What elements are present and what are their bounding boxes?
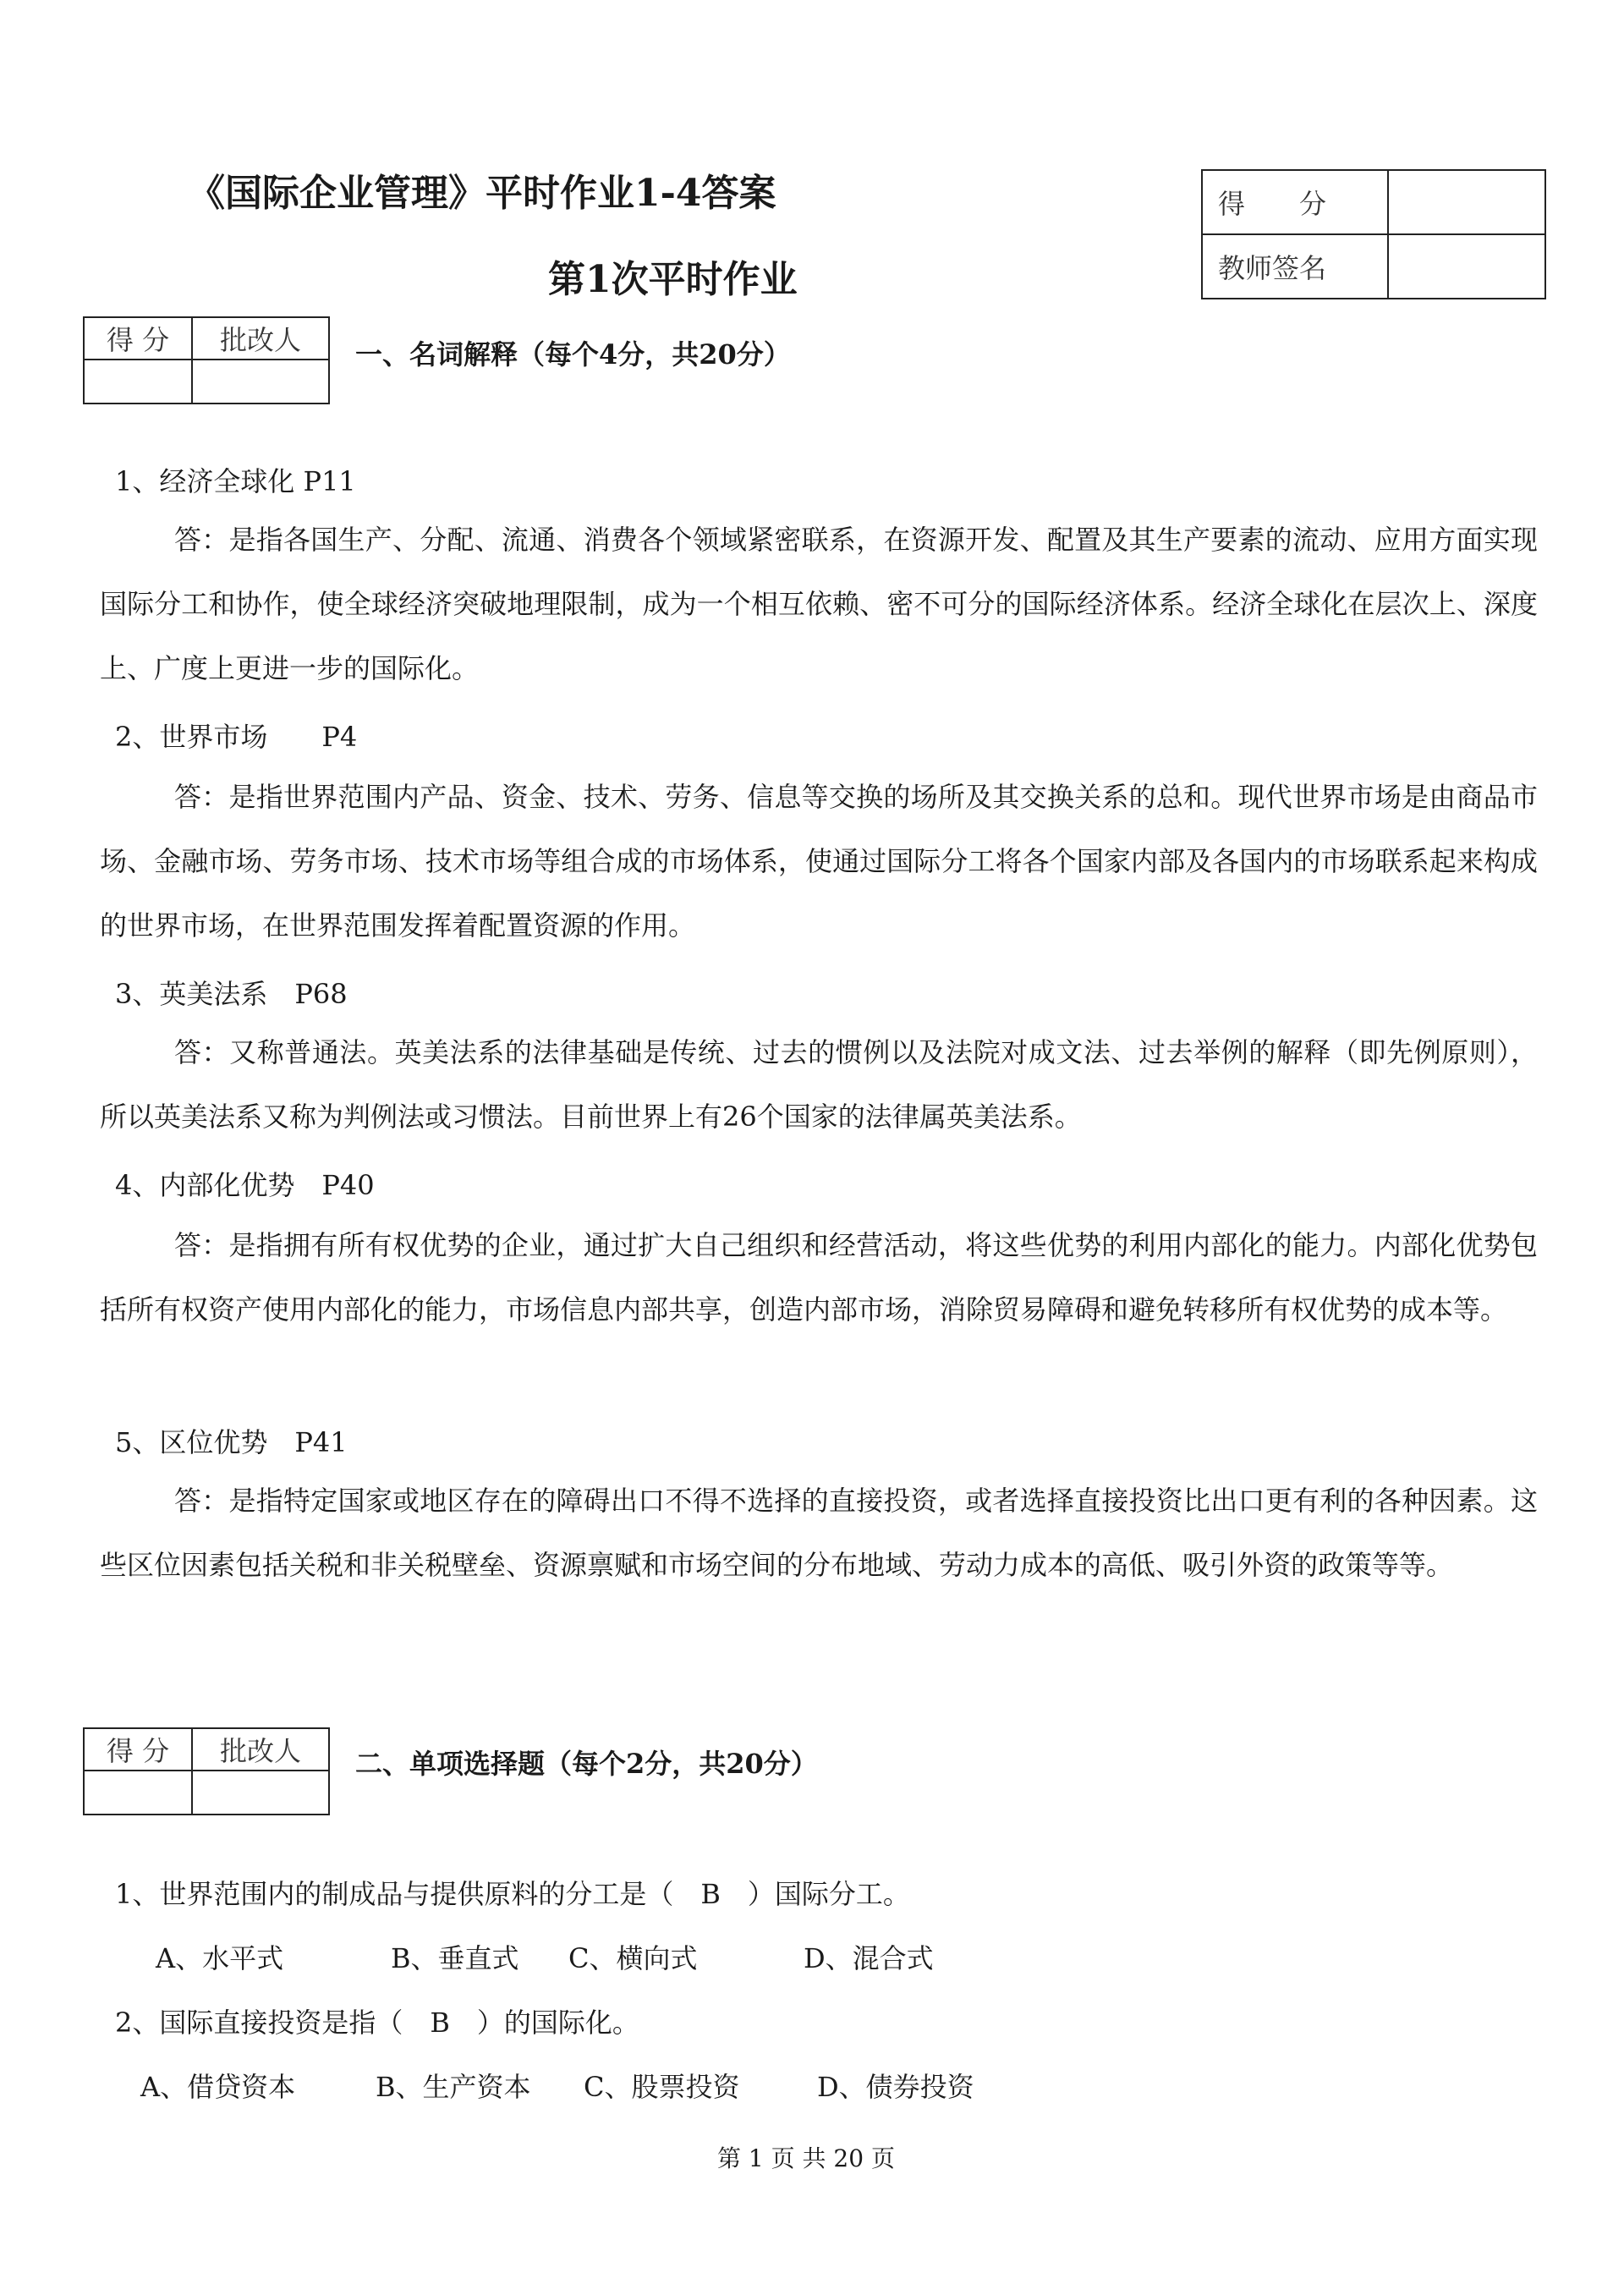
teacher-signature-cell [1388, 234, 1545, 299]
option-d: D、债券投资 [817, 2071, 974, 2103]
grader-score-label: 得 分 [84, 317, 192, 360]
option-b: B、垂直式 [391, 1942, 519, 1974]
page-footer: 第 1 页 共 20 页 [717, 2144, 895, 2172]
option-c: C、横向式 [568, 1942, 698, 1974]
term-4: 4、内部化优势 P40 [115, 1169, 375, 1201]
term-3: 3、英美法系 P68 [115, 978, 348, 1010]
grader-box-2 [83, 1727, 330, 1815]
answer-4: 答：是指拥有所有权优势的企业，通过扩大自己组织和经营活动，将这些优势的利用内部化的能力。内部化优势包括所有权资产使用内部化的能力，市场信息内部共享，创造内部市场，消除贸易障碍和避免转移所有权优势的成本等。 [100, 1229, 1538, 1326]
score-cell [1388, 170, 1545, 234]
answer-1: 答：是指各国生产、分配、流通、消费各个领域紧密联系，在资源开发、配置及其生产要素的流动、应用方面实现国际分工和协作，使全球经济突破地理限制，成为一个相互依赖、密不可分的国际经济体系。经济全球化在层次上、深度上、广度上更进一步的国际化。 [100, 524, 1538, 684]
section-1-heading: 一、名词解释（每个4分，共20分） [355, 338, 791, 371]
question-1: 1、世界范围内的制成品与提供原料的分工是（ B ）国际分工。 [115, 1878, 910, 1910]
grader-score-cell [84, 360, 192, 404]
term-1: 1、经济全球化 P11 [115, 465, 356, 497]
option-b: B、生产资本 [376, 2071, 531, 2103]
grader-score-label: 得 分 [84, 1728, 192, 1771]
answer-3: 答：又称普通法。英美法系的法律基础是传统、过去的惯例以及法院对成文法、过去举例的解释（即先例原则），所以英美法系又称为判例法或习惯法。目前世界上有26个国家的法律属英美法系。 [100, 1036, 1538, 1133]
answer-2: 答：是指世界范围内产品、资金、技术、劳务、信息等交换的场所及其交换关系的总和。现代世界市场是由商品市场、金融市场、劳务市场、技术市场等组合成的市场体系，使通过国际分工将各个国家内部及各国内的市场联系起来构成的世界市场，在世界范围发挥着配置资源的作用。 [100, 781, 1538, 942]
question-2-options [0, 2066, 1624, 2103]
question-2: 2、国际直接投资是指（ B ）的国际化。 [115, 2007, 639, 2039]
option-a: A、借贷资本 [140, 2071, 296, 2103]
option-c: C、股票投资 [584, 2071, 740, 2103]
term-5: 5、区位优势 P41 [115, 1426, 348, 1458]
score-table [1201, 169, 1546, 299]
grader-score-cell [84, 1771, 192, 1815]
question-1-options [0, 1937, 1624, 1974]
answer-5: 答：是指特定国家或地区存在的障碍出口不得不选择的直接投资，或者选择直接投资比出口更有利的各种因素。这些区位因素包括关税和非关税壁垒、资源禀赋和市场空间的分布地域、劳动力成本的高低、吸引外资的政策等等。 [100, 1485, 1538, 1581]
grader-box-1 [83, 316, 330, 404]
grader-name-cell [192, 360, 329, 404]
teacher-signature-label: 教师签名 [1202, 234, 1388, 299]
document-subtitle: 第1次平时作业 [548, 258, 798, 301]
grader-name-label: 批改人 [192, 317, 329, 360]
score-label: 得 分 [1202, 170, 1388, 234]
grader-name-label: 批改人 [192, 1728, 329, 1771]
term-2: 2、世界市场 P4 [115, 721, 358, 753]
document-title: 《国际企业管理》平时作业1-4答案 [188, 172, 776, 215]
grader-name-cell [192, 1771, 329, 1815]
option-a: A、水平式 [156, 1942, 284, 1974]
option-d: D、混合式 [804, 1942, 934, 1974]
section-2-heading: 二、单项选择题（每个2分，共20分） [355, 1748, 818, 1780]
